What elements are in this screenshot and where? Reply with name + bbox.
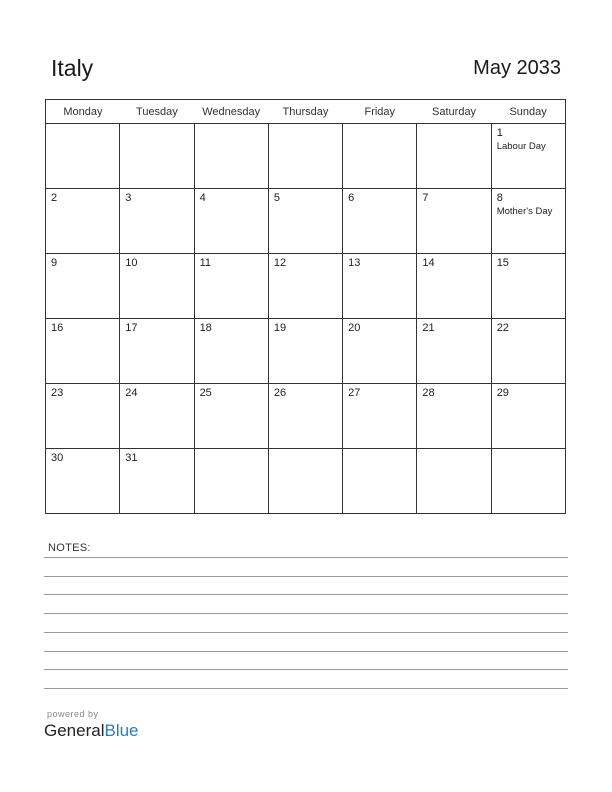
notes-line [44, 594, 568, 595]
day-cell [194, 189, 268, 254]
weekday-header: Saturday [417, 100, 491, 124]
day-cell [194, 124, 268, 189]
day-cell [46, 319, 120, 384]
day-number: 1 [496, 127, 503, 139]
day-number: 4 [199, 192, 206, 204]
day-cell [491, 189, 565, 254]
weekday-header-row [46, 100, 566, 124]
day-cell [343, 449, 417, 514]
week-row [46, 384, 566, 449]
day-cell [268, 124, 342, 189]
day-cell [46, 449, 120, 514]
day-number: 12 [273, 257, 287, 269]
country-title: Italy [51, 55, 94, 81]
weekday-header: Wednesday [194, 100, 268, 124]
day-number: 29 [496, 387, 509, 399]
day-cell [120, 319, 194, 384]
day-number: 19 [273, 322, 287, 334]
day-cell [491, 254, 565, 319]
notes-line [44, 613, 568, 614]
day-number: 8 [496, 192, 503, 204]
day-number: 17 [125, 322, 138, 334]
day-number: 21 [422, 322, 435, 334]
day-cell [194, 319, 268, 384]
day-cell [343, 254, 417, 319]
day-cell [120, 384, 194, 449]
day-cell [46, 124, 120, 189]
weekday-header: Sunday [491, 100, 565, 124]
day-cell [343, 124, 417, 189]
notes-line [44, 632, 568, 633]
day-cell [46, 384, 120, 449]
notes-line [44, 557, 568, 558]
day-cell [120, 124, 194, 189]
day-cell [417, 449, 491, 514]
holiday-label: Mother's Day [496, 206, 553, 217]
day-number: 23 [51, 387, 64, 399]
week-row [46, 189, 566, 254]
day-cell [194, 384, 268, 449]
day-cell [120, 254, 194, 319]
day-number: 5 [273, 192, 280, 204]
month-year-title: May 2033 [473, 57, 561, 79]
day-number: 6 [348, 192, 355, 204]
day-cell [120, 189, 194, 254]
holiday-label: Labour Day [496, 141, 546, 152]
brand-logo[interactable] [44, 721, 139, 741]
day-number: 11 [199, 257, 211, 269]
week-row [46, 449, 566, 514]
powered-by-text: powered by [47, 709, 99, 719]
day-cell [268, 319, 342, 384]
day-cell [417, 254, 491, 319]
day-number: 9 [51, 257, 58, 269]
day-cell [491, 319, 565, 384]
day-number: 3 [125, 192, 132, 204]
day-cell [417, 189, 491, 254]
day-cell [343, 319, 417, 384]
day-number: 16 [51, 322, 64, 334]
day-number: 14 [422, 257, 435, 269]
weekday-header: Thursday [268, 100, 342, 124]
week-row [46, 319, 566, 384]
weekday-header: Monday [46, 100, 120, 124]
calendar-grid [45, 99, 566, 514]
day-cell [417, 124, 491, 189]
day-cell [194, 254, 268, 319]
day-number: 10 [125, 257, 138, 269]
day-cell [417, 319, 491, 384]
notes-line [44, 669, 568, 670]
weekday-header: Tuesday [120, 100, 194, 124]
day-number: 20 [348, 322, 361, 334]
day-number: 25 [199, 387, 212, 399]
day-cell [491, 124, 565, 189]
day-cell [417, 384, 491, 449]
notes-label: NOTES: [48, 542, 91, 554]
day-cell [268, 189, 342, 254]
day-cell [194, 449, 268, 514]
day-cell [120, 449, 194, 514]
day-cell [46, 189, 120, 254]
day-cell [343, 384, 417, 449]
day-number: 7 [422, 192, 429, 204]
day-number: 2 [51, 192, 58, 204]
day-number: 15 [496, 257, 509, 269]
day-number: 13 [348, 257, 361, 269]
day-cell [268, 449, 342, 514]
day-number: 24 [125, 387, 138, 399]
day-number: 22 [496, 322, 509, 334]
day-cell [491, 384, 565, 449]
week-row [46, 124, 566, 189]
day-number: 27 [348, 387, 361, 399]
weekday-header: Friday [343, 100, 417, 124]
day-cell [343, 189, 417, 254]
day-number: 28 [422, 387, 435, 399]
week-row [46, 254, 566, 319]
day-number: 26 [273, 387, 287, 399]
notes-line [44, 651, 568, 652]
day-cell [268, 254, 342, 319]
day-cell [268, 384, 342, 449]
brand-general: General [44, 721, 105, 740]
day-cell [46, 254, 120, 319]
day-number: 30 [51, 452, 64, 464]
notes-line [44, 576, 568, 577]
day-cell [491, 449, 565, 514]
notes-line [44, 688, 568, 689]
day-number: 18 [199, 322, 212, 334]
brand-blue: Blue [104, 721, 139, 740]
day-number: 31 [125, 452, 138, 464]
